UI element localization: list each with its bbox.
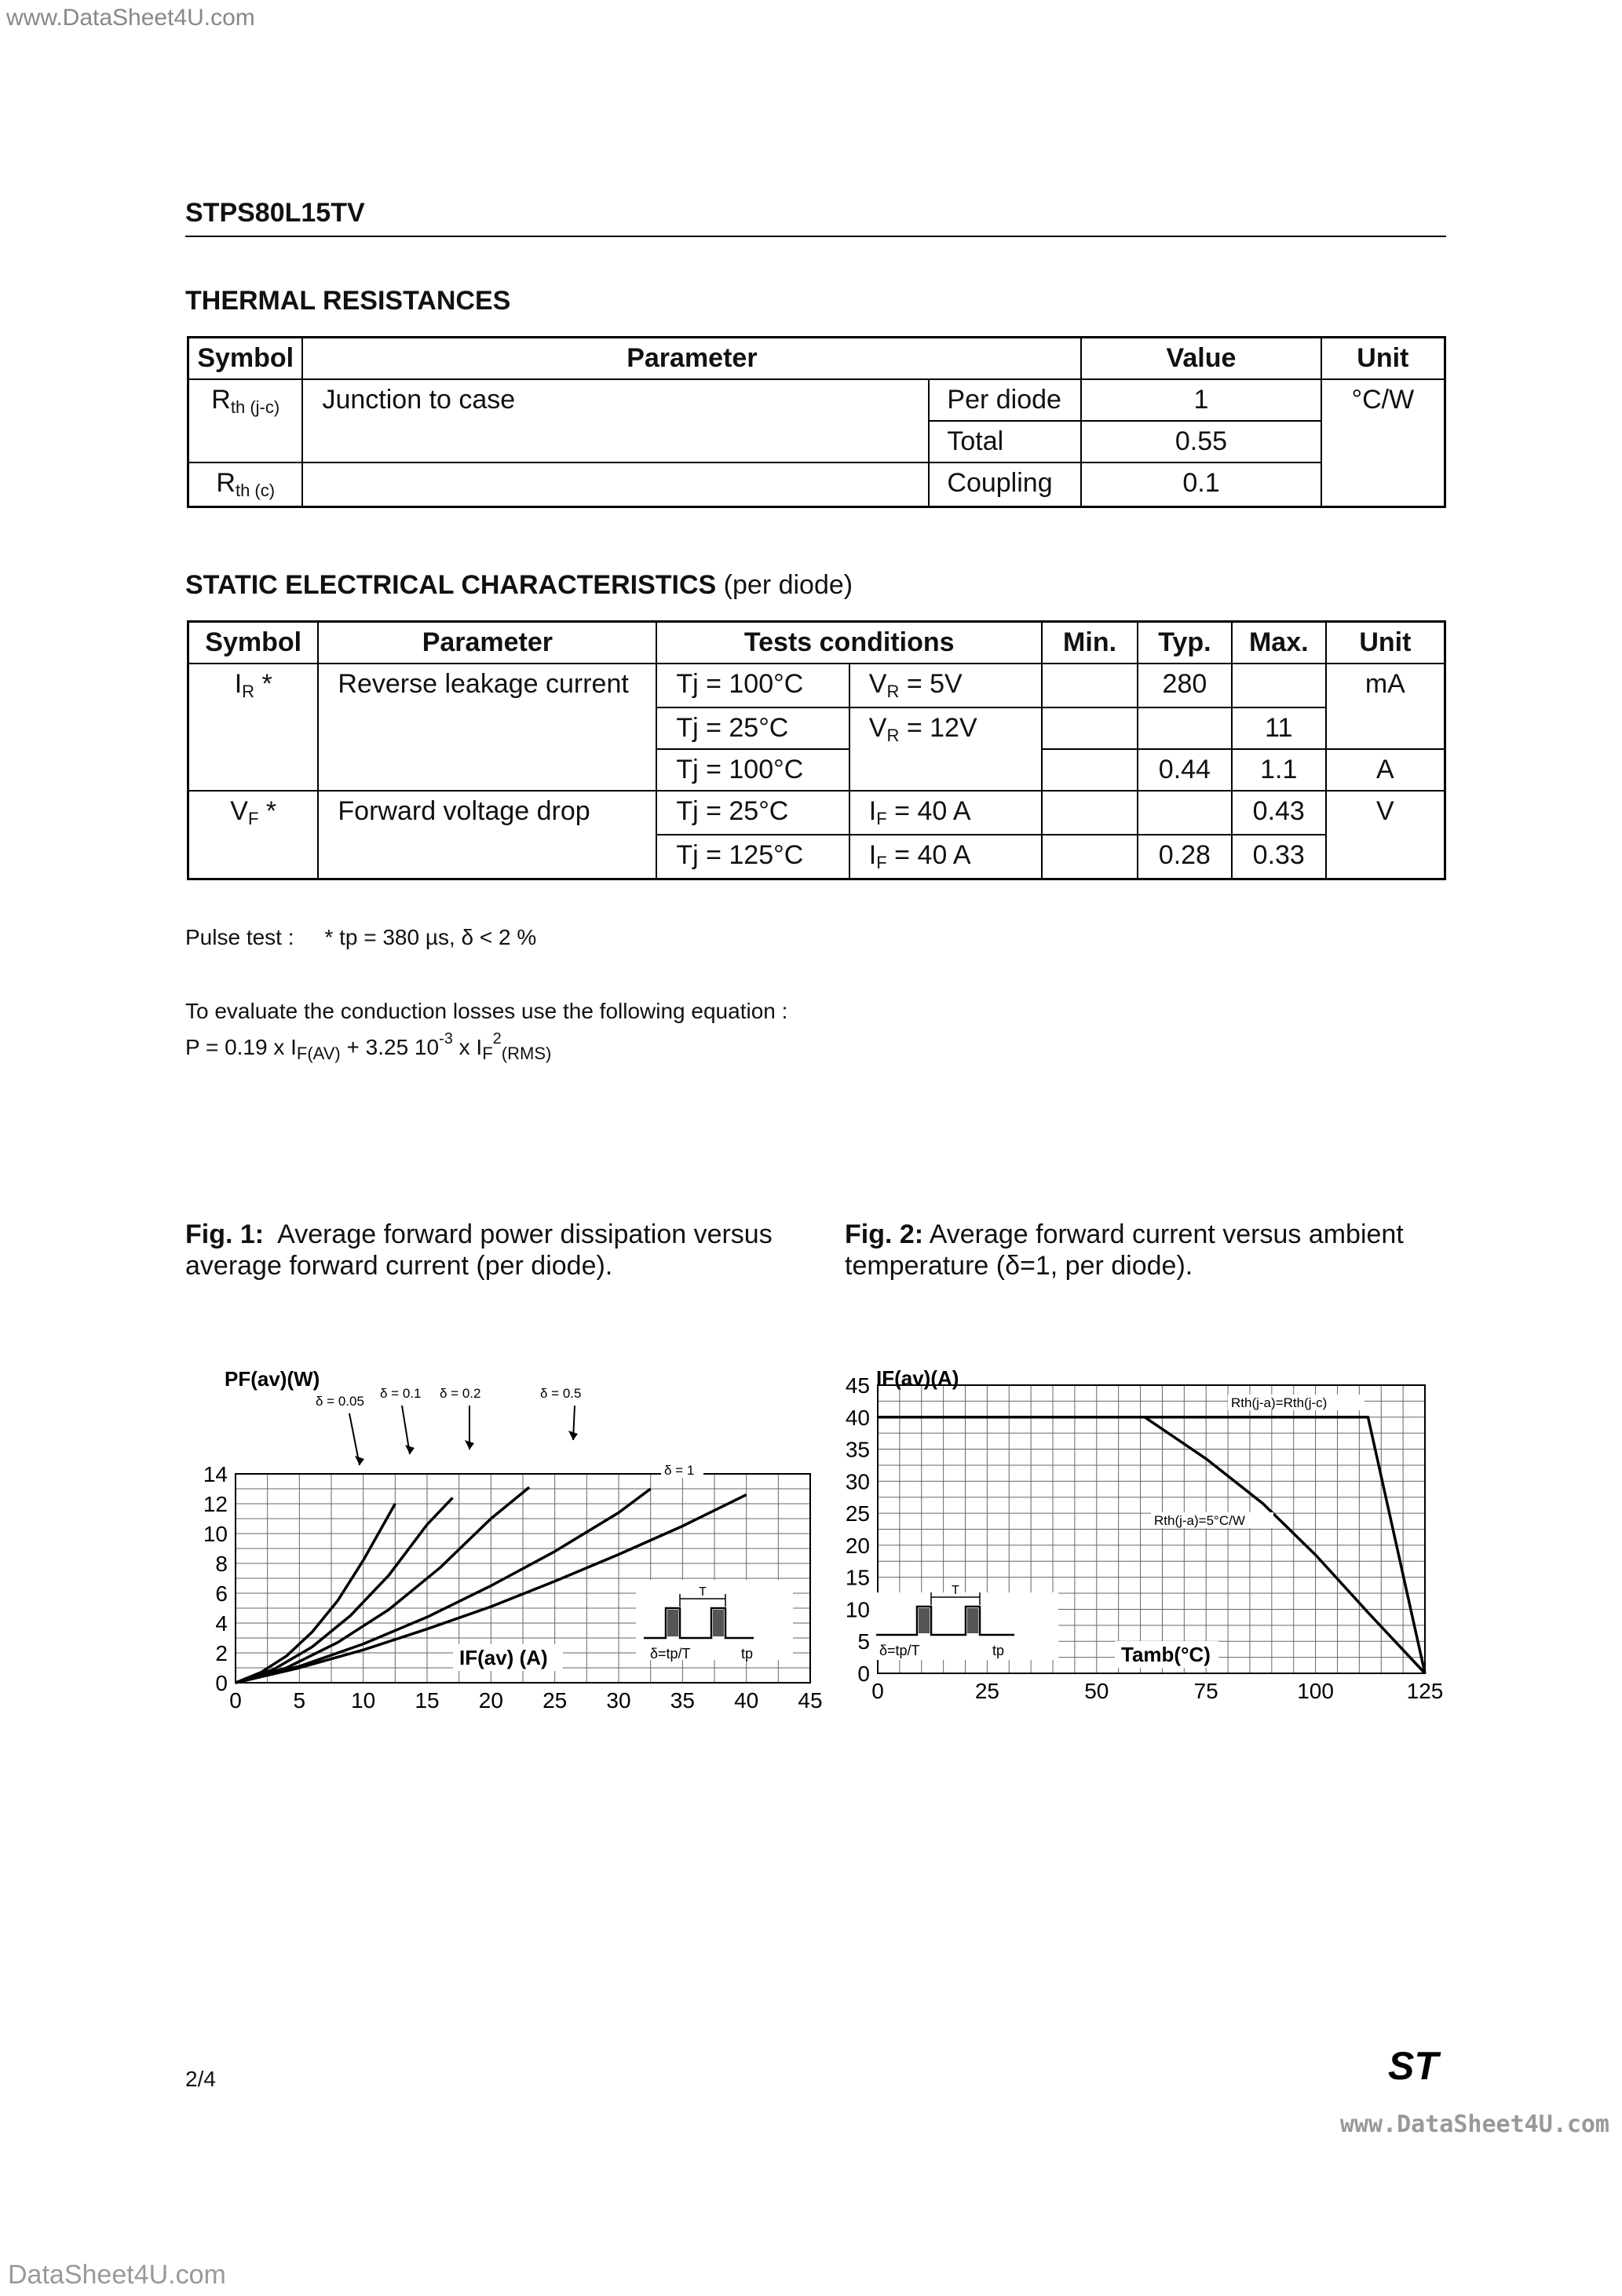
col-test-conditions: Tests conditions bbox=[656, 622, 1042, 664]
fig1-inset-delta: δ=tp/T bbox=[650, 1646, 691, 1662]
typ-cell: 280 bbox=[1138, 664, 1232, 707]
st-logo bbox=[1379, 2044, 1448, 2088]
min-cell bbox=[1042, 664, 1138, 707]
y-tick-label: 20 bbox=[845, 1533, 870, 1558]
evaluate-note: To evaluate the conduction losses use the following equation : bbox=[185, 999, 788, 1023]
col-unit: Unit bbox=[1321, 338, 1445, 380]
table-header-row bbox=[188, 622, 1445, 664]
parameter-cell: Reverse leakage current bbox=[318, 664, 656, 791]
typ-cell: 0.28 bbox=[1138, 835, 1232, 879]
max-cell: 1.1 bbox=[1232, 749, 1326, 791]
y-tick-label: 8 bbox=[215, 1552, 228, 1576]
x-tick-label: 0 bbox=[871, 1679, 884, 1703]
x-axis-label: Tamb(°C) bbox=[1121, 1643, 1211, 1666]
y-tick-label: 10 bbox=[845, 1597, 870, 1622]
typ-cell bbox=[1138, 791, 1232, 835]
condition-cell: $I_F = 40$ A bbox=[849, 791, 1042, 835]
table-row bbox=[188, 462, 1445, 507]
pulse-test-note: Pulse test : * tp = 380 µs, δ < 2 % bbox=[185, 925, 537, 949]
condition-cell: $I_F = 40$ A bbox=[849, 835, 1042, 879]
col-symbol: Symbol bbox=[188, 622, 319, 664]
condition-cell: Total bbox=[929, 421, 1081, 462]
x-tick-label: 25 bbox=[542, 1688, 568, 1713]
fig2-inset-tp: tp bbox=[992, 1643, 1005, 1658]
fig2-chart bbox=[832, 1335, 1460, 1712]
parameter-cell bbox=[302, 462, 929, 507]
x-tick-label: 75 bbox=[1193, 1679, 1218, 1703]
y-tick-label: 0 bbox=[215, 1671, 228, 1695]
series-label: δ = 0.5 bbox=[540, 1386, 582, 1401]
svg-text:ST: ST bbox=[1388, 2044, 1438, 2088]
watermark-top[interactable]: www.DataSheet4U.com bbox=[6, 5, 255, 31]
x-tick-label: 15 bbox=[415, 1688, 440, 1713]
x-tick-label: 35 bbox=[670, 1688, 695, 1713]
y-tick-label: 12 bbox=[203, 1492, 228, 1516]
y-tick-label: 0 bbox=[857, 1662, 870, 1686]
col-parameter: Parameter bbox=[318, 622, 656, 664]
min-cell bbox=[1042, 707, 1138, 749]
y-tick-label: 35 bbox=[845, 1437, 870, 1462]
y-tick-label: 25 bbox=[845, 1501, 870, 1526]
x-tick-label: 50 bbox=[1084, 1679, 1109, 1703]
x-tick-label: 100 bbox=[1297, 1679, 1334, 1703]
fig2-inset bbox=[870, 1584, 1058, 1660]
unit-cell: °C/W bbox=[1321, 379, 1445, 507]
static-section-title: STATIC ELECTRICAL CHARACTERISTICS (per diode) bbox=[185, 570, 853, 600]
y-tick-label: 10 bbox=[203, 1522, 228, 1546]
series-line bbox=[236, 1489, 651, 1683]
y-tick-label: 45 bbox=[845, 1373, 870, 1398]
symbol-cell: $V_F$ * bbox=[188, 791, 319, 879]
condition-cell: $V_R = 12V$ bbox=[849, 707, 1042, 791]
table-row bbox=[188, 791, 1445, 835]
x-tick-label: 45 bbox=[798, 1688, 823, 1713]
fig1-inset bbox=[636, 1580, 793, 1662]
x-tick-label: 10 bbox=[351, 1688, 376, 1713]
y-axis-label: IF(av)(A) bbox=[876, 1366, 959, 1390]
static-table bbox=[187, 620, 1446, 880]
min-cell bbox=[1042, 835, 1138, 879]
y-tick-label: 14 bbox=[203, 1462, 228, 1486]
max-cell: 11 bbox=[1232, 707, 1326, 749]
fig2-inset-t: T bbox=[952, 1584, 959, 1597]
y-tick-label: 30 bbox=[845, 1469, 870, 1494]
tj-cell: Tj = 125°C bbox=[656, 835, 849, 879]
table-header-row bbox=[188, 338, 1445, 380]
series-label: Rth(j-a)=Rth(j-c) bbox=[1231, 1395, 1328, 1410]
series-label: δ = 0.2 bbox=[440, 1386, 481, 1401]
symbol-cell: $R_{th (c)}$ bbox=[188, 462, 303, 507]
condition-cell: Per diode bbox=[929, 379, 1081, 421]
symbol-cell: $I_R$ * bbox=[188, 664, 319, 791]
col-typ: Typ. bbox=[1138, 622, 1232, 664]
series-label: Rth(j-a)=5°C/W bbox=[1154, 1513, 1245, 1528]
y-tick-label: 6 bbox=[215, 1581, 228, 1606]
col-symbol: Symbol bbox=[188, 338, 303, 380]
unit-cell: mA bbox=[1326, 664, 1445, 749]
y-tick-label: 2 bbox=[215, 1641, 228, 1665]
series-label: δ = 0.1 bbox=[380, 1386, 422, 1401]
x-tick-label: 40 bbox=[734, 1688, 759, 1713]
series-label: δ = 1 bbox=[664, 1463, 695, 1478]
thermal-section-title: THERMAL RESISTANCES bbox=[185, 286, 511, 316]
col-max: Max. bbox=[1232, 622, 1326, 664]
condition-cell: $V_R = 5V$ bbox=[849, 664, 1042, 707]
max-cell: 0.43 bbox=[1232, 791, 1326, 835]
fig1-inset-tp: tp bbox=[741, 1646, 754, 1662]
max-cell: 0.33 bbox=[1232, 835, 1326, 879]
st-logo-icon bbox=[1379, 2044, 1448, 2088]
y-tick-label: 15 bbox=[845, 1565, 870, 1590]
x-tick-label: 20 bbox=[478, 1688, 503, 1713]
tj-cell: Tj = 100°C bbox=[656, 749, 849, 791]
table-row bbox=[188, 664, 1445, 707]
x-axis-label: IF(av) (A) bbox=[459, 1646, 548, 1669]
series-label: δ = 0.05 bbox=[316, 1394, 364, 1409]
tj-cell: Tj = 100°C bbox=[656, 664, 849, 707]
value-cell: 1 bbox=[1081, 379, 1321, 421]
fig2-caption: Fig. 2: Average forward current versus ambient temperature (δ=1, per diode). bbox=[845, 1219, 1404, 1281]
typ-cell: 0.44 bbox=[1138, 749, 1232, 791]
watermark-bottom-right[interactable]: www.DataSheet4U.com bbox=[1339, 2111, 1609, 2138]
col-unit: Unit bbox=[1326, 622, 1445, 664]
unit-cell: V bbox=[1326, 791, 1445, 879]
y-tick-label: 4 bbox=[215, 1611, 228, 1636]
typ-cell bbox=[1138, 707, 1232, 749]
col-min: Min. bbox=[1042, 622, 1138, 664]
x-tick-label: 0 bbox=[229, 1688, 242, 1713]
watermark-bottom-left[interactable]: DataSheet4U.com bbox=[8, 2260, 226, 2290]
x-tick-label: 30 bbox=[606, 1688, 631, 1713]
col-value: Value bbox=[1081, 338, 1321, 380]
symbol-cell: $R_{th (j-c)}$ bbox=[188, 379, 303, 462]
fig1-chart bbox=[173, 1335, 823, 1713]
page-number: 2/4 bbox=[185, 2067, 216, 2091]
header-rule bbox=[185, 236, 1446, 237]
tj-cell: Tj = 25°C bbox=[656, 707, 849, 749]
y-tick-label: 40 bbox=[845, 1405, 870, 1430]
value-cell: 0.55 bbox=[1081, 421, 1321, 462]
fig2-inset-delta: δ=tp/T bbox=[879, 1643, 920, 1658]
min-cell bbox=[1042, 791, 1138, 835]
max-cell bbox=[1232, 664, 1326, 707]
table-row bbox=[188, 379, 1445, 421]
value-cell: 0.1 bbox=[1081, 462, 1321, 507]
series-label-arrowhead bbox=[355, 1456, 364, 1465]
parameter-cell: Forward voltage drop bbox=[318, 791, 656, 879]
parameter-cell: Junction to case bbox=[302, 379, 929, 462]
condition-cell: Coupling bbox=[929, 462, 1081, 507]
fig1-caption: Fig. 1: Average forward power dissipation versus average forward current (per diode). bbox=[185, 1219, 773, 1281]
y-axis-label: PF(av)(W) bbox=[225, 1367, 320, 1391]
loss-equation: P = 0.19 x $I_{F(AV)} + 3.25$ $10^{-3}$ x $I_F^2_{(RMS)}$ bbox=[185, 1030, 552, 1063]
unit-cell: A bbox=[1326, 749, 1445, 791]
x-tick-label: 25 bbox=[974, 1679, 999, 1703]
y-tick-label: 5 bbox=[857, 1629, 870, 1654]
x-tick-label: 125 bbox=[1406, 1679, 1444, 1703]
thermal-table bbox=[187, 336, 1446, 508]
col-parameter: Parameter bbox=[302, 338, 1081, 380]
min-cell bbox=[1042, 749, 1138, 791]
fig1-inset-t: T bbox=[699, 1585, 707, 1599]
part-number-header: STPS80L15TV bbox=[185, 198, 365, 228]
series-label-arrowhead bbox=[405, 1445, 415, 1454]
tj-cell: Tj = 25°C bbox=[656, 791, 849, 835]
x-tick-label: 5 bbox=[293, 1688, 306, 1713]
